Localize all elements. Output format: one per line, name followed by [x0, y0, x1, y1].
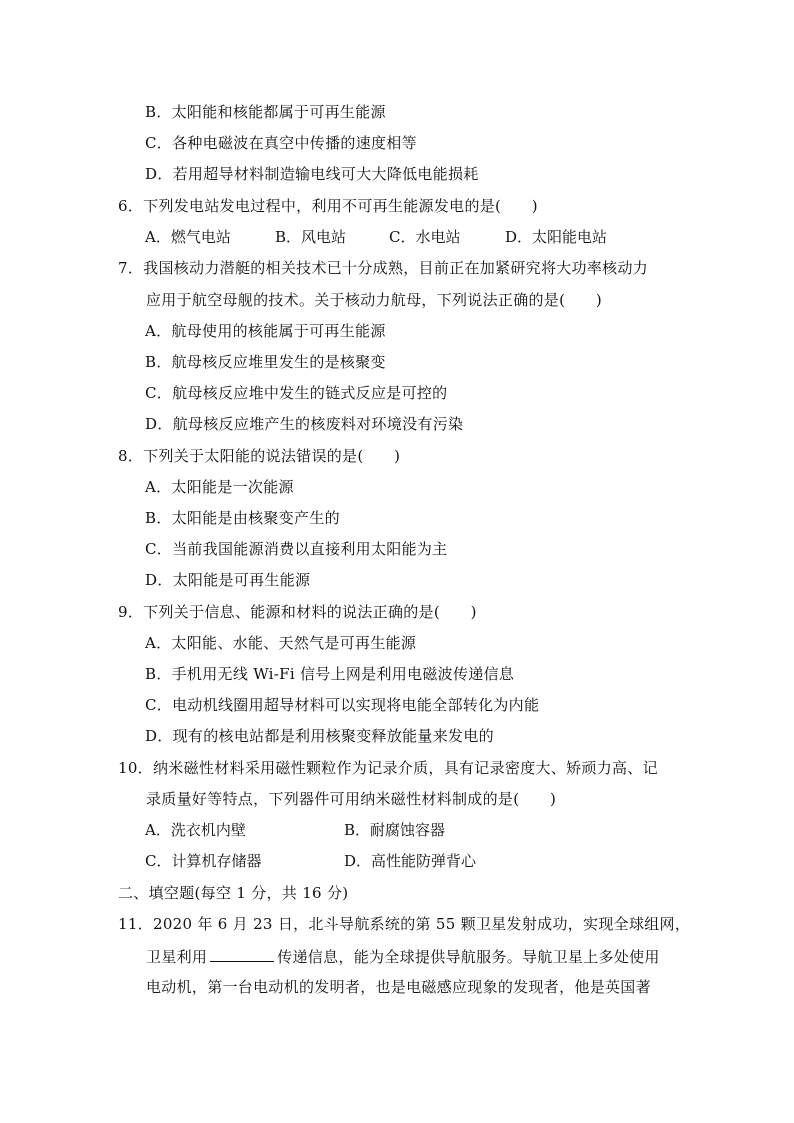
q5-option-c: C．各种电磁波在真空中传播的速度相等	[145, 134, 417, 152]
q11-line-1: 11．2020 年 6 月 23 日，北斗导航系统的第 55 颗卫星发射成功，实现全球组网，	[118, 915, 691, 933]
q11-answer-blank[interactable]	[210, 946, 274, 962]
q8-option-a: A．太阳能是一次能源	[145, 478, 294, 496]
q9-option-d: D．现有的核电站都是利用核聚变释放能量来发电的	[145, 727, 494, 745]
q8-option-d: D．太阳能是可再生能源	[145, 571, 311, 589]
q6-stem: 6．下列发电站发电过程中，利用不可再生能源发电的是( )	[118, 197, 538, 215]
q7-stem-line-1: 7．我国核动力潜艇的相关技术已十分成熟，目前正在加紧研究将大功率核动力	[118, 259, 649, 277]
q9-option-b: B．手机用无线 Wi-Fi 信号上网是利用电磁波传递信息	[145, 665, 515, 683]
q11-line-2-after-blank: 传递信息，能为全球提供导航服务。导航卫星上多处使用	[277, 948, 660, 966]
q9-option-c: C．电动机线圈用超导材料可以实现将电能全部转化为内能	[145, 696, 540, 714]
q10-option-a: A．洗衣机内壁	[145, 821, 246, 839]
q6-option-c: C．水电站	[389, 228, 461, 246]
q11-line-3: 电动机，第一台电动机的发明者，也是电磁感应现象的发现者，他是英国著	[146, 978, 651, 996]
q5-option-d: D．若用超导材料制造输电线可大大降低电能损耗	[145, 165, 479, 183]
q6-option-b: B．风电站	[275, 228, 347, 246]
q7-option-b: B．航母核反应堆里发生的是核聚变	[145, 353, 386, 371]
q10-stem-line-1: 10．纳米磁性材料采用磁性颗粒作为记录介质，具有记录密度大、矫顽力高、记	[118, 759, 658, 777]
q6-option-d: D．太阳能电站	[505, 228, 608, 246]
q8-stem: 8．下列关于太阳能的说法错误的是( )	[118, 447, 401, 465]
q11-line-2	[146, 946, 660, 967]
q11-line-2-before-blank: 卫星利用	[146, 948, 208, 966]
q9-option-a: A．太阳能、水能、天然气是可再生能源	[145, 634, 417, 652]
q7-option-d: D．航母核反应堆产生的核废料对环境没有污染	[145, 415, 464, 433]
q7-option-c: C．航母核反应堆中发生的链式反应是可控的	[145, 384, 448, 402]
q6-option-a: A．燃气电站	[145, 228, 231, 246]
q5-option-b: B．太阳能和核能都属于可再生能源	[145, 103, 386, 121]
q8-option-b: B．太阳能是由核聚变产生的	[145, 509, 340, 527]
section-heading-fill-in: 二、填空题(每空 1 分，共 16 分)	[118, 884, 349, 902]
q7-stem-line-2: 应用于航空母舰的技术。关于核动力航母，下列说法正确的是( )	[146, 291, 603, 309]
q10-option-b: B．耐腐蚀容器	[344, 821, 446, 839]
q9-stem: 9．下列关于信息、能源和材料的说法正确的是( )	[118, 603, 477, 621]
q10-option-c: C．计算机存储器	[145, 852, 262, 870]
q7-option-a: A．航母使用的核能属于可再生能源	[145, 322, 386, 340]
q8-option-c: C．当前我国能源消费以直接利用太阳能为主	[145, 540, 448, 558]
q10-stem-line-2: 录质量好等特点，下列器件可用纳米磁性材料制成的是( )	[146, 790, 557, 808]
q10-option-d: D．高性能防弹背心	[344, 852, 477, 870]
